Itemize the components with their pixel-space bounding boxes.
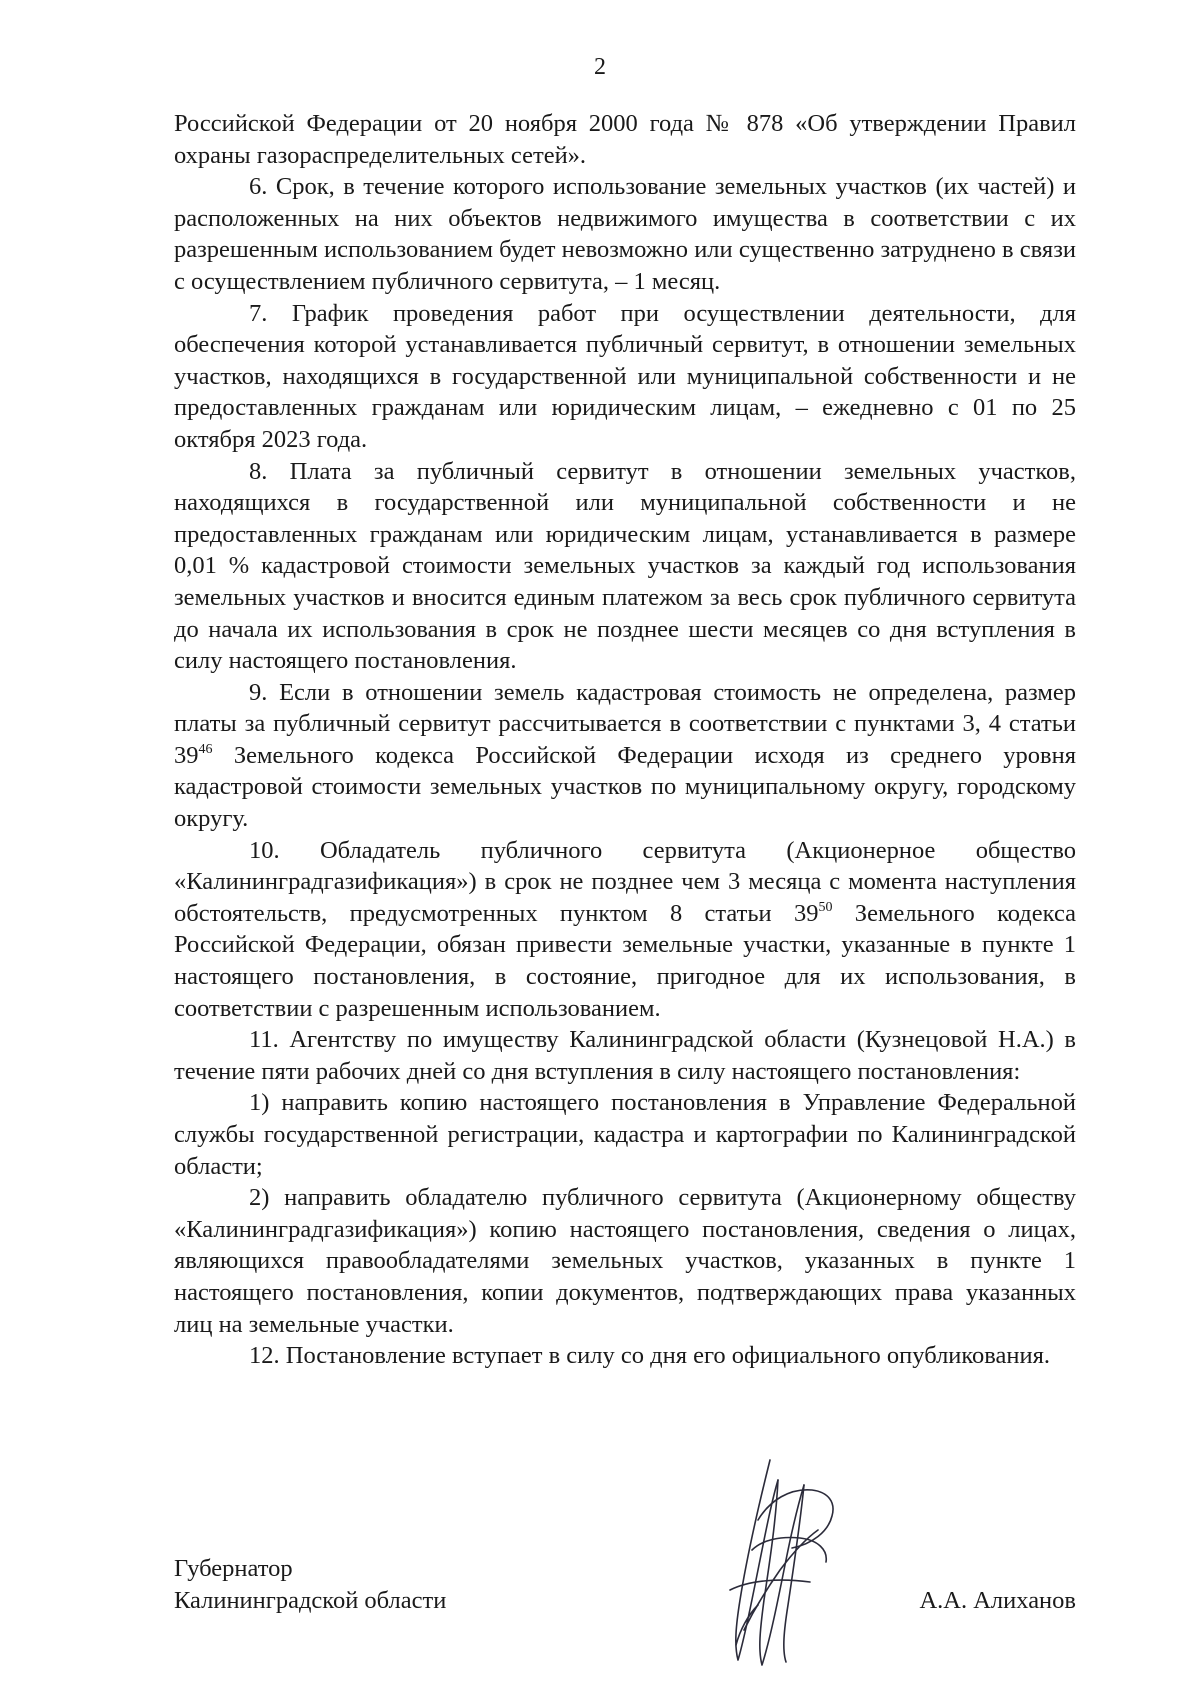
paragraph-11-item-2: 2) направить обладателю публичного сервитута (Акционерному обществу «Калининградгазификация») копию настоящего постановления, сведения о лицах, являющихся правообладателями земельных участков, указанных в пункте 1 настоящего постановления, копии документов, подтверждающих права указанных лиц на земельные участки. — [174, 1184, 1076, 1338]
paragraph-9-text-b: Земельного кодекса Российской Федерации исходя из среднего уровня кадастровой стоимости земельных участков по муниципальному округу, городскому округу. — [174, 741, 1076, 833]
paragraph-10 — [174, 835, 1076, 1025]
paragraph-7: 7. График проведения работ при осуществлении деятельности, для обеспечения которой устанавливается публичный сервитут, в отношении земельных участков, находящихся в государственной или муниципальной собственности и не предоставленных гражданам или юридическим лицам, – ежедневно с 01 по 25 октября 2023 года. — [174, 299, 1076, 453]
paragraph-11: 11. Агентству по имуществу Калининградской области (Кузнецовой Н.А.) в течение пяти рабочих дней со дня вступления в силу настоящего постановления: — [174, 1026, 1076, 1085]
paragraph-10-superscript: 50 — [818, 899, 833, 915]
paragraph-9-text-a: 9. Если в отношении земель кадастровая стоимость не определена, размер платы за публичный сервитут рассчитывается в соответствии с пунктами 3, 4 статьи 39 — [174, 678, 1076, 769]
paragraph-11-item-1: 1) направить копию настоящего постановления в Управление Федеральной службы государственной регистрации, кадастра и картографии по Калининградской области; — [174, 1089, 1076, 1180]
paragraph-12: 12. Постановление вступает в силу со дня его официального опубликования. — [249, 1342, 1051, 1370]
signatory-position-line2: Калининградской области — [174, 1586, 447, 1614]
paragraph-9-superscript: 46 — [198, 741, 213, 757]
signature-line — [174, 1585, 1076, 1617]
paragraph-10-text-b: Земельного кодекса Российской Федерации, обязан привести земельные участки, указанные в пункте 1 настоящего постановления, в состояние, пригодное для их использования, в соответствии с разрешенным использованием. — [174, 899, 1076, 1022]
signatory-position-line1: Губернатор — [174, 1555, 293, 1582]
paragraph-6: 6. Срок, в течение которого использование земельных участков (их частей) и расположенных на них объектов недвижимого имущества в соответствии с их разрешенным использованием будет невозможно или существенно затруднено в связи с осуществлением публичного сервитута, – 1 месяц. — [174, 173, 1076, 295]
paragraph-8: 8. Плата за публичный сервитут в отношении земельных участков, находящихся в государственной или муниципальной собственности и не предоставленных гражданам или юридическим лицам, устанавливается в размере 0,01 % кадастровой стоимости земельных участков за каждый год использования земельных участков и вносится единым платежом за весь срок публичного сервитута до начала их использования в срок не позднее шести месяцев со дня вступления в силу настоящего постановления. — [174, 457, 1076, 675]
paragraph-10-text-a: 10. Обладатель публичного сервитута (Акционерное общество «Калининградгазификация») в срок не позднее чем 3 месяца с момента наступления обстоятельств, предусмотренных пунктом 8 статьи 39 — [174, 836, 1076, 927]
signatory-name: А.А. Алиханов — [919, 1586, 1076, 1614]
signature-block — [174, 1553, 1076, 1616]
paragraph-9 — [174, 677, 1076, 835]
document-body — [174, 108, 1076, 1372]
paragraph-continuation: Российской Федерации от 20 ноября 2000 года № 878 «Об утверждении Правил охраны газораспределительных сетей». — [174, 110, 1076, 169]
page-number: 2 — [594, 54, 606, 80]
